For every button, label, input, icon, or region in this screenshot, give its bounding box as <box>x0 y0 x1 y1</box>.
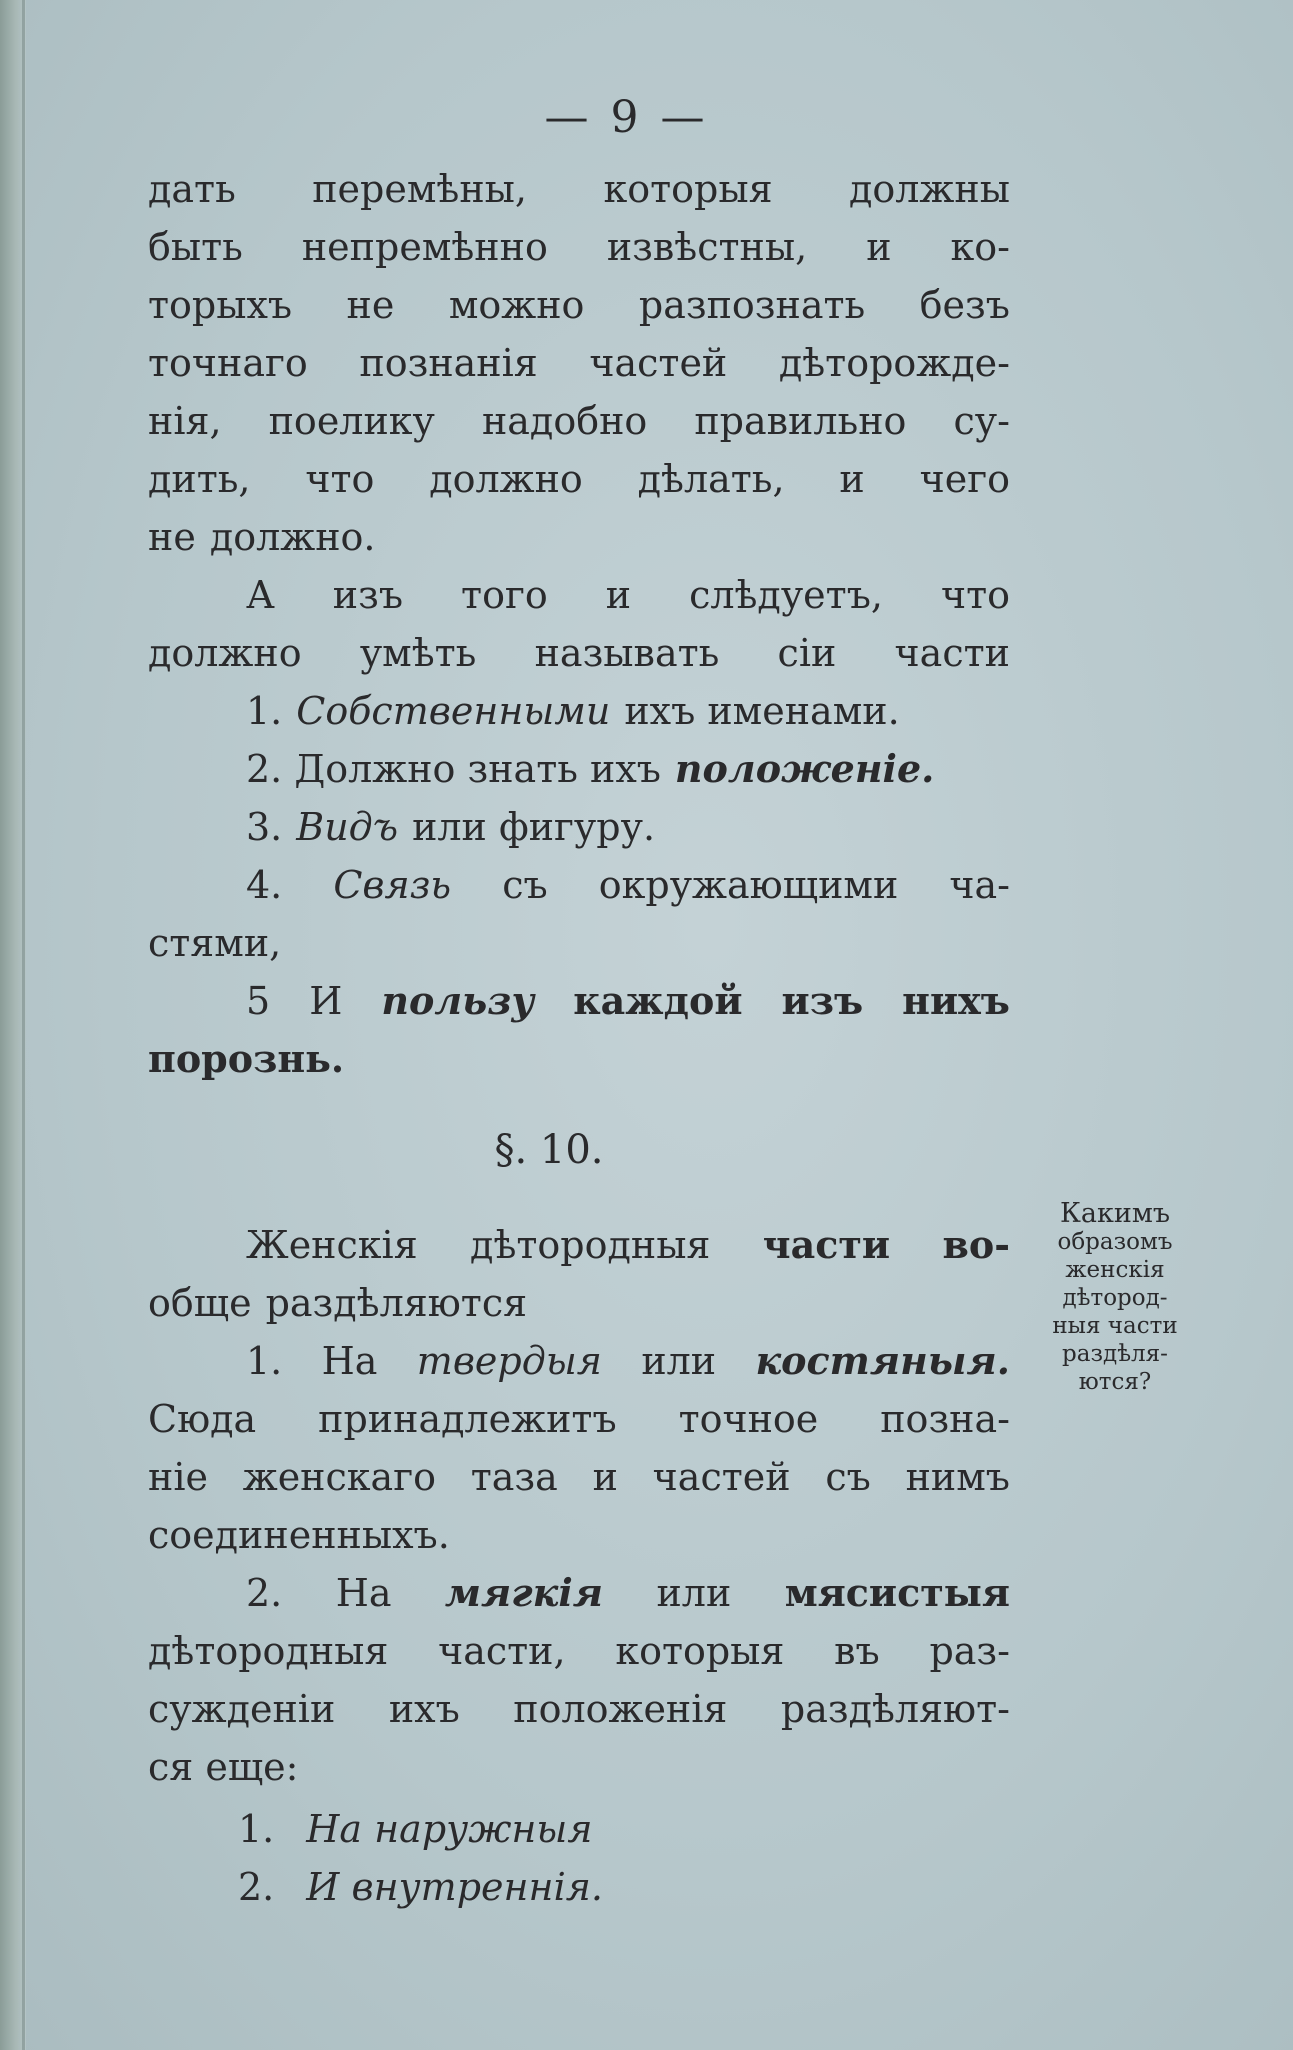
emphasis-text: Связь <box>333 863 452 907</box>
list-text: или фигуру. <box>412 805 656 849</box>
word: раздѣляются <box>265 1281 528 1325</box>
list-item-4 <box>148 856 1010 914</box>
text-line <box>148 276 1010 334</box>
word: дить, <box>148 457 251 501</box>
word: точное <box>678 1397 819 1441</box>
text-line <box>148 450 1010 508</box>
text-line <box>148 1332 1010 1390</box>
emphasis-text: Видъ <box>296 805 399 849</box>
text-line <box>148 1506 1010 1564</box>
word: чего <box>919 457 1010 501</box>
word: частей <box>652 1455 791 1499</box>
word: ихъ <box>388 1687 460 1731</box>
word: части <box>762 1222 891 1267</box>
word: На <box>321 1339 378 1383</box>
word: слѣдуетъ, <box>689 573 883 617</box>
word: ко- <box>950 225 1010 269</box>
word: ніе <box>148 1455 208 1499</box>
word: нимъ <box>905 1455 1010 1499</box>
word: дѣтородныя <box>470 1223 711 1267</box>
text-line <box>148 508 1010 566</box>
word: должно <box>148 631 302 675</box>
word: что <box>305 457 375 501</box>
list-number: 1. <box>238 1807 275 1851</box>
section-heading: §. 10. <box>494 1127 604 1173</box>
emphasis-text: Собственными <box>296 689 611 733</box>
list-number: 1. <box>246 689 283 733</box>
word: и <box>866 225 892 269</box>
word: женскаго <box>242 1455 436 1499</box>
text-line <box>148 1216 1010 1274</box>
text-line <box>148 1274 1010 1332</box>
list-item-5 <box>148 972 1010 1030</box>
list-number: 5 <box>246 979 271 1023</box>
text-line <box>148 1738 1010 1796</box>
list-text: стями, <box>148 921 282 965</box>
word: дѣтородныя <box>148 1629 389 1673</box>
word: не <box>148 515 196 559</box>
text-line <box>148 218 1010 276</box>
word: и <box>839 457 865 501</box>
text-line <box>148 566 1010 624</box>
word: разпознать <box>638 283 866 327</box>
text-line <box>148 914 1010 972</box>
word: познанія <box>359 341 538 385</box>
word: дать <box>148 167 236 211</box>
word: должно <box>429 457 583 501</box>
word: въ <box>834 1629 880 1673</box>
emphasis-text: На наружныя <box>306 1807 593 1851</box>
word: съ <box>502 863 548 907</box>
word: Сюда <box>148 1397 257 1441</box>
text-line <box>148 1680 1010 1738</box>
margin-note-line: раздѣля- <box>1062 1341 1168 1367</box>
word: А <box>246 573 275 617</box>
word: быть <box>148 225 243 269</box>
word: раз- <box>929 1629 1010 1673</box>
word: соединенныхъ. <box>148 1513 450 1557</box>
word: и <box>605 573 632 617</box>
word: во- <box>942 1222 1010 1267</box>
text-line <box>148 334 1010 392</box>
word: безъ <box>919 283 1010 327</box>
word: съ <box>825 1455 871 1499</box>
spine-fold-line <box>22 0 25 2050</box>
word: нія, <box>148 399 222 443</box>
word: сіи <box>777 631 837 675</box>
word: того <box>461 573 548 617</box>
word: раздѣляют- <box>780 1687 1010 1731</box>
final-item-1 <box>148 1800 1010 1858</box>
word: дѣторожде- <box>778 341 1010 385</box>
word: части <box>894 631 1010 675</box>
word: непремѣнно <box>301 225 548 269</box>
word: должны <box>849 167 1010 211</box>
word: су- <box>953 399 1010 443</box>
margin-note-line: дѣтород- <box>1062 1285 1168 1311</box>
margin-note-line: ются? <box>1078 1369 1152 1395</box>
word: На <box>335 1571 392 1615</box>
text-line <box>148 392 1010 450</box>
list-item-1 <box>148 682 1010 740</box>
margin-note-line: ныя части <box>1052 1313 1178 1339</box>
word: принадлежитъ <box>318 1397 617 1441</box>
word: таза <box>470 1455 558 1499</box>
margin-note-line: образомъ <box>1057 1229 1173 1255</box>
word: правильно <box>694 399 907 443</box>
word: изъ <box>781 978 864 1023</box>
word: мясистыя <box>784 1570 1010 1615</box>
emphasis-text: твердыя <box>416 1339 602 1383</box>
word: ся еще: <box>148 1745 299 1789</box>
list-number: 3. <box>246 805 283 849</box>
text-line <box>148 1622 1010 1680</box>
text-body <box>148 160 1010 1916</box>
list-item-3 <box>148 798 1010 856</box>
word: не <box>346 283 395 327</box>
emphasis-text: костяныя. <box>755 1338 1010 1383</box>
word: положенія <box>513 1687 728 1731</box>
word: частей <box>589 341 728 385</box>
list-text: порознь. <box>148 1036 345 1081</box>
word: нихъ <box>902 978 1010 1023</box>
list-text: ихъ именами. <box>624 689 900 733</box>
word: точнаго <box>148 341 308 385</box>
word: извѣстны, <box>606 225 808 269</box>
text-line <box>148 1448 1010 1506</box>
text-line <box>148 624 1010 682</box>
word: которыя <box>603 167 773 211</box>
word: сужденіи <box>148 1687 336 1731</box>
word: позна- <box>880 1397 1010 1441</box>
list-number: 4. <box>246 863 283 907</box>
word: поелику <box>268 399 435 443</box>
list-number: 2. <box>246 1571 283 1615</box>
word: что <box>940 573 1010 617</box>
word: называть <box>534 631 720 675</box>
list-number: 2. <box>238 1865 275 1909</box>
text-line <box>148 1564 1010 1622</box>
word: или <box>641 1339 717 1383</box>
word: или <box>656 1571 732 1615</box>
word: должно. <box>209 515 376 559</box>
text-line <box>148 1390 1010 1448</box>
text-line <box>148 160 1010 218</box>
word: ча- <box>949 863 1010 907</box>
margin-note-line: женскія <box>1065 1257 1165 1283</box>
word: каждой <box>573 978 743 1023</box>
list-text: 2. Должно знать ихъ <box>246 747 661 791</box>
word: дѣлать, <box>637 457 785 501</box>
word: обще <box>148 1281 252 1325</box>
word: изъ <box>332 573 404 617</box>
word: Женскія <box>246 1223 418 1267</box>
word: можно <box>448 283 585 327</box>
text-line <box>148 1030 1010 1088</box>
final-item-2 <box>148 1858 1010 1916</box>
margin-note <box>1015 1200 1215 1396</box>
emphasis-text: положеніе. <box>674 746 935 791</box>
emphasis-text: мягкія <box>444 1570 604 1615</box>
word: торыхъ <box>148 283 293 327</box>
word: надобно <box>481 399 648 443</box>
list-number: 1. <box>246 1339 283 1383</box>
word: которыя <box>615 1629 785 1673</box>
word: и <box>592 1455 618 1499</box>
margin-note-line: Какимъ <box>1059 1198 1171 1229</box>
emphasis-text: И внутреннія. <box>306 1865 603 1909</box>
word: перемѣны, <box>312 167 527 211</box>
list-item-2 <box>148 740 1010 798</box>
word: части, <box>438 1629 566 1673</box>
emphasis-text: пользу <box>381 978 535 1023</box>
word: И <box>309 979 343 1023</box>
word: умѣть <box>359 631 477 675</box>
page-number: — 9 — <box>544 92 709 143</box>
word: окружающими <box>598 863 899 907</box>
